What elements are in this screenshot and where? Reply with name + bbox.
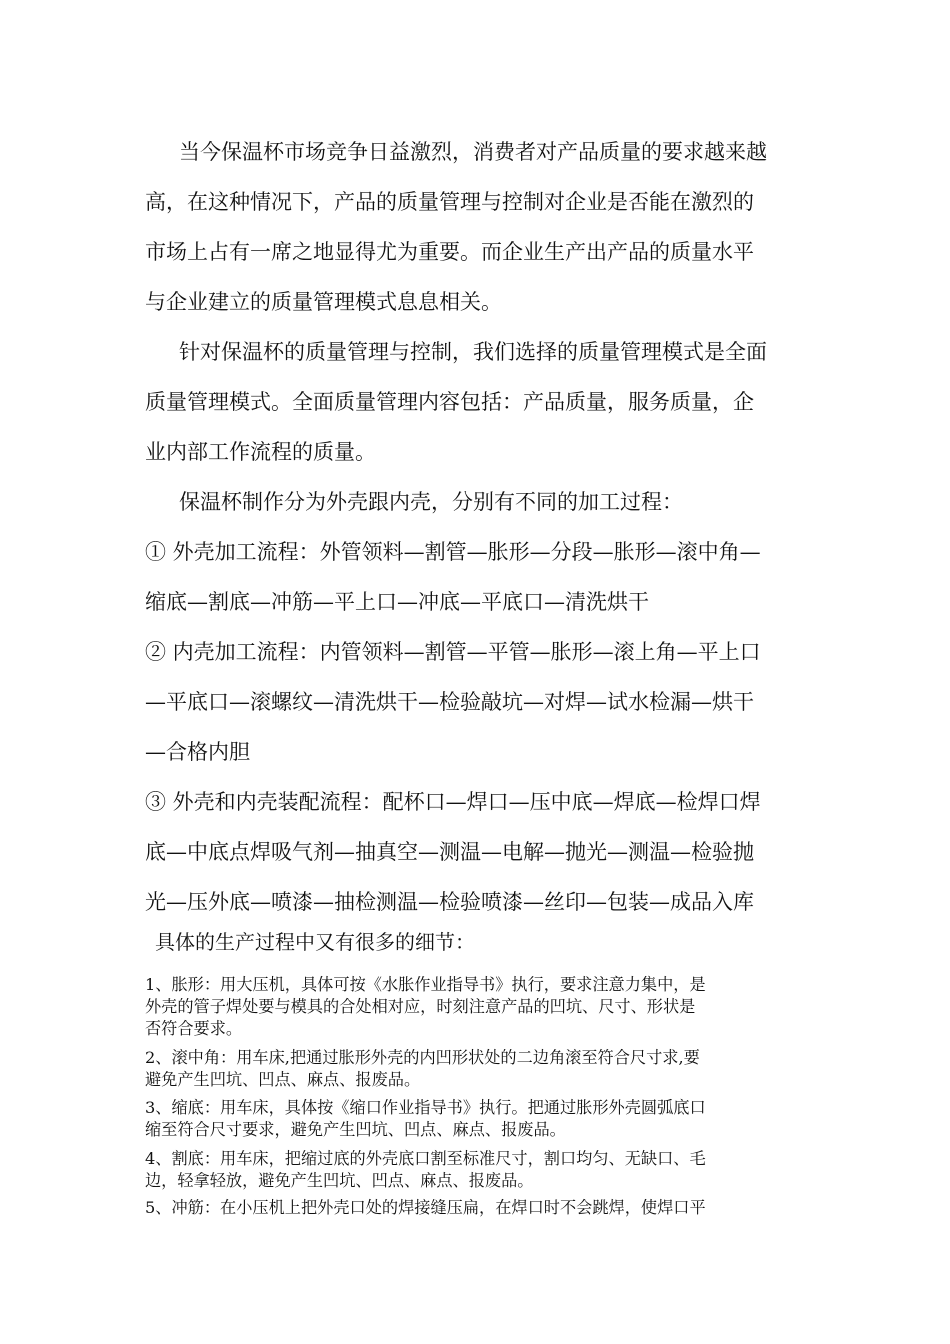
paragraph-market-intro: 当今保温杯市场竞争日益激烈，消费者对产品质量的要求越来越 高，在这种情况下，产品的质量管理与控制对企业是否能在激烈的 市场上占有一席之地显得尤为重要。而企业生产出产品的质量水平 与企业建立的质量管理模式息息相关。 <box>145 140 767 314</box>
detail-item-4: 4、割底：用车床，把缩过底的外壳底口割至标准尺寸，割口均匀、无缺口、毛 边，轻拿轻放，避免产生凹坑、凹点、麻点、报废品。 <box>145 1149 706 1190</box>
paragraph-process-intro: 保温杯制作分为外壳跟内壳，分别有不同的加工过程： <box>179 490 683 514</box>
detail-item-3: 3、缩底：用车床，具体按《缩口作业指导书》执行。把通过胀形外壳圆弧底口 缩至符合尺寸要求，避免产生凹坑、凹点、麻点、报废品。 <box>145 1098 706 1139</box>
process-inner-shell: ② 内壳加工流程：内管领料—割管—平管—胀形—滚上角—平上口 —平底口—滚螺纹—清洗烘干—检验敲坑—对焊—试水检漏—烘干 —合格内胆 <box>145 640 761 764</box>
process-assembly: ③ 外壳和内壳装配流程：配杯口—焊口—压中底—焊底—检焊口焊 底—中底点焊吸气剂—抽真空—测温—电解—抛光—测温—检验抛 光—压外底—喷漆—抽检测温—检验喷漆—丝印—包装—成品入库 <box>145 790 761 914</box>
detail-item-5: 5、冲筋：在小压机上把外壳口处的焊接缝压扁，在焊口时不会跳焊，使焊口平 <box>145 1198 706 1217</box>
detail-item-1: 1、胀形：用大压机，具体可按《水胀作业指导书》执行，要求注意力集中，是 外壳的管子焊处要与模具的合处相对应，时刻注意产品的凹坑、尺寸、形状是 否符合要求。 <box>145 975 706 1038</box>
process-outer-shell: ① 外壳加工流程：外管领料—割管—胀形—分段—胀形—滚中角— 缩底—割底—冲筋—平上口—冲底—平底口—清洗烘干 <box>145 540 761 614</box>
paragraph-quality-model: 针对保温杯的质量管理与控制，我们选择的质量管理模式是全面 质量管理模式。全面质量管理内容包括：产品质量，服务质量，企 业内部工作流程的质量。 <box>145 340 767 464</box>
detail-item-2: 2、滚中角：用车床,把通过胀形外壳的内凹形状处的二边角滚至符合尺寸求,要 避免产生凹坑、凹点、麻点、报废品。 <box>145 1048 700 1089</box>
details-intro: 具体的生产过程中又有很多的细节： <box>155 930 475 954</box>
